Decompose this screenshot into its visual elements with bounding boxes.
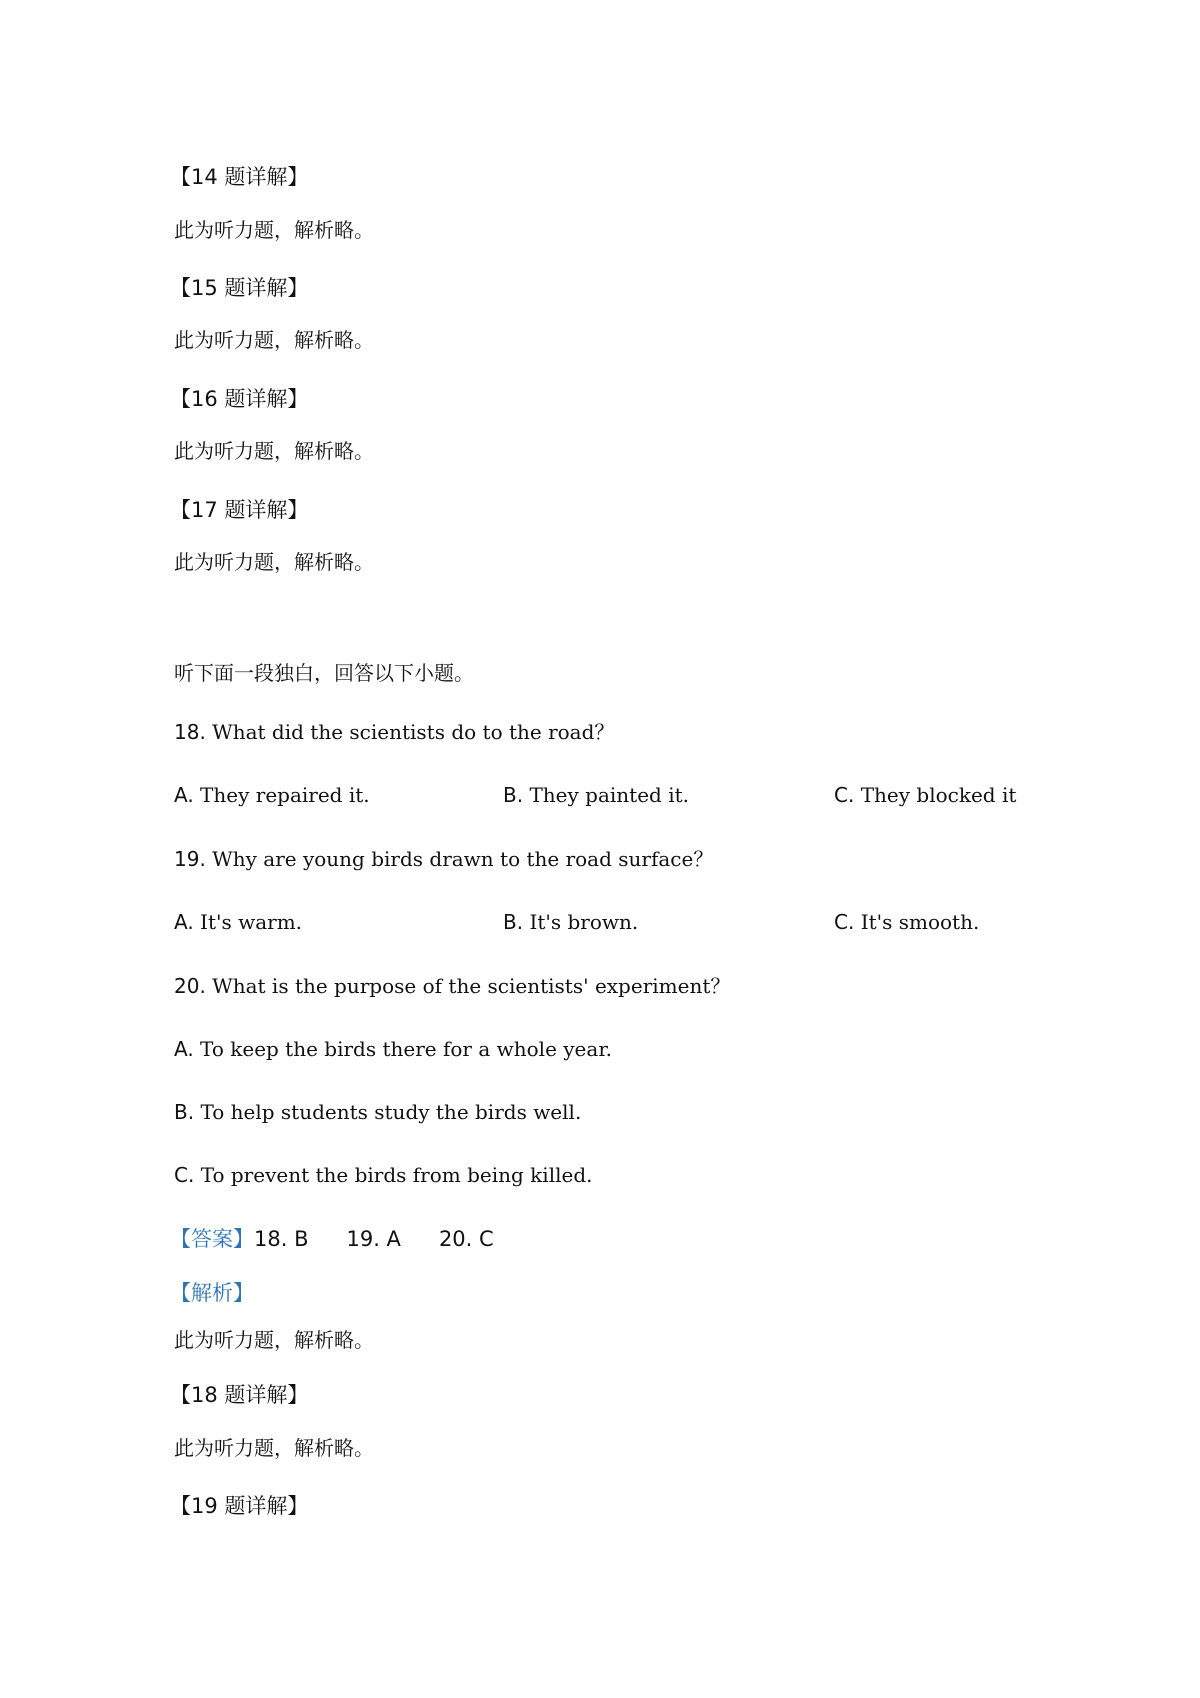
option-text: It's brown. xyxy=(529,910,639,934)
option-letter: A. xyxy=(174,910,194,934)
option-letter: B. xyxy=(503,783,524,807)
analysis-text: 此为听力题，解析略。 xyxy=(174,1328,374,1352)
question-19-option-a xyxy=(174,908,302,936)
option-text: They repaired it. xyxy=(200,783,370,807)
option-letter: C. xyxy=(834,910,855,934)
option-letter: C. xyxy=(834,783,855,807)
question-number: 19. xyxy=(174,847,206,871)
section-heading-18: 【18 题详解】 xyxy=(170,1383,309,1407)
question-20-option-a xyxy=(174,1035,612,1063)
option-text: They blocked it xyxy=(860,783,1017,807)
option-letter: A. xyxy=(174,1037,194,1061)
question-20 xyxy=(174,972,730,1000)
answer-item-19: 19. A xyxy=(346,1227,401,1251)
question-text: What is the purpose of the scientists' experiment？ xyxy=(212,974,731,998)
option-letter: B. xyxy=(503,910,524,934)
listening-instruction: 听下面一段独白，回答以下小题。 xyxy=(174,661,474,685)
question-18-option-b xyxy=(503,781,689,809)
question-text: What did the scientists do to the road？ xyxy=(212,720,615,744)
section-text-16: 此为听力题，解析略。 xyxy=(174,439,374,463)
question-18-option-a xyxy=(174,781,370,809)
section-heading-17: 【17 题详解】 xyxy=(170,498,309,522)
answer-item-18: 18. B xyxy=(254,1227,309,1251)
section-text-18: 此为听力题，解析略。 xyxy=(174,1436,374,1460)
question-18 xyxy=(174,718,614,746)
section-heading-16: 【16 题详解】 xyxy=(170,387,309,411)
option-letter: C. xyxy=(174,1163,195,1187)
option-text: To prevent the birds from being killed. xyxy=(200,1163,593,1187)
analysis-label: 【解析】 xyxy=(170,1281,254,1305)
option-text: They painted it. xyxy=(529,783,689,807)
option-letter: B. xyxy=(174,1100,195,1124)
question-19-option-b xyxy=(503,908,638,936)
option-text: It's smooth. xyxy=(860,910,980,934)
question-text: Why are young birds drawn to the road surface？ xyxy=(212,847,714,871)
option-text: It's warm. xyxy=(200,910,303,934)
option-letter: A. xyxy=(174,783,194,807)
answer-label: 【答案】 xyxy=(170,1227,254,1251)
section-heading-15: 【15 题详解】 xyxy=(170,276,309,300)
section-heading-14: 【14 题详解】 xyxy=(170,165,309,189)
question-18-option-c xyxy=(834,781,1016,809)
option-text: To help students study the birds well. xyxy=(200,1100,582,1124)
question-19-option-c xyxy=(834,908,979,936)
answer-line xyxy=(170,1225,532,1253)
question-number: 20. xyxy=(174,974,206,998)
section-text-14: 此为听力题，解析略。 xyxy=(174,218,374,242)
section-heading-19: 【19 题详解】 xyxy=(170,1494,309,1518)
option-text: To keep the birds there for a whole year. xyxy=(200,1037,613,1061)
question-20-option-b xyxy=(174,1098,581,1126)
question-19 xyxy=(174,845,713,873)
section-text-17: 此为听力题，解析略。 xyxy=(174,550,374,574)
question-20-option-c xyxy=(174,1161,592,1189)
question-number: 18. xyxy=(174,720,206,744)
section-text-15: 此为听力题，解析略。 xyxy=(174,328,374,352)
answer-item-20: 20. C xyxy=(438,1227,494,1251)
